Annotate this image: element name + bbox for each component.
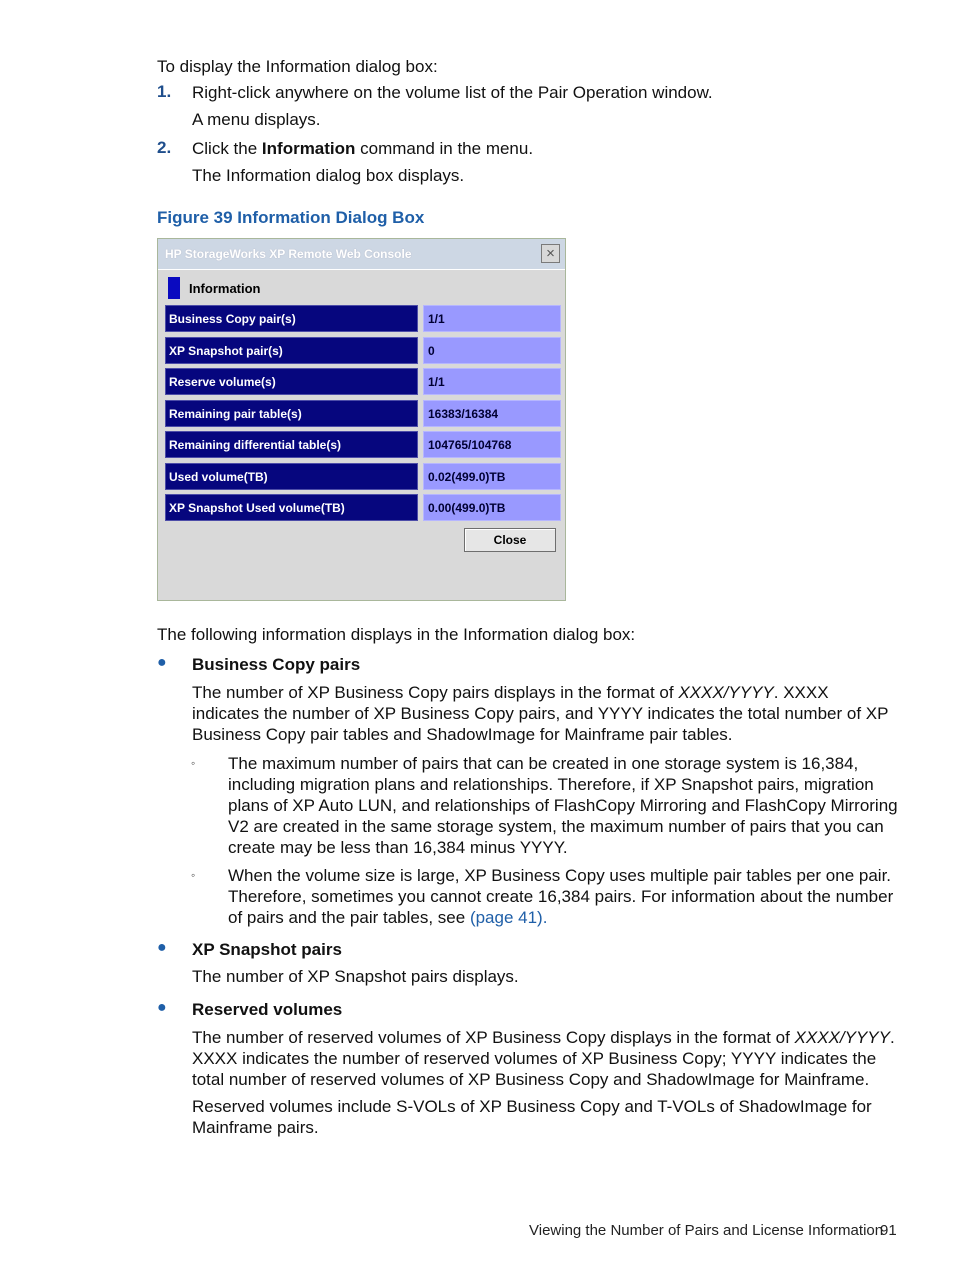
- section-marker: [168, 277, 180, 299]
- bullet-icon: ●: [157, 654, 167, 671]
- row-label: Reserve volume(s): [165, 368, 418, 395]
- step-1-result: A menu displays.: [192, 110, 321, 129]
- row-label: XP Snapshot pair(s): [165, 337, 418, 364]
- res-heading: Reserved volumes: [192, 1000, 343, 1019]
- row-value: 1/1: [423, 305, 561, 332]
- close-button[interactable]: Close: [464, 528, 556, 552]
- snap-heading: XP Snapshot pairs: [192, 940, 342, 959]
- information-dialog: [157, 238, 566, 601]
- sub-bullet-icon: ◦: [191, 868, 196, 882]
- close-icon[interactable]: ×: [541, 244, 560, 263]
- row-value: 0.00(499.0)TB: [423, 494, 561, 521]
- step-2-number: 2.: [157, 138, 172, 157]
- row-label: Remaining differential table(s): [165, 431, 418, 458]
- page-number: 91: [880, 1222, 897, 1239]
- bc-heading: Business Copy pairs: [192, 655, 361, 674]
- step-1-number: 1.: [157, 82, 172, 101]
- page-link[interactable]: (page 41): [469, 908, 543, 927]
- bc-sub2: When the volume size is large, XP Business Copy uses multiple pair tables per one pair. Therefore, sometimes you cannot create 16,384 pairs. For information about the number of pairs and the pair tables, see (page 41).: [228, 866, 894, 927]
- row-label: Business Copy pair(s): [165, 305, 418, 332]
- dialog-title: HP StorageWorks XP Remote Web Console: [165, 247, 412, 261]
- figure-caption: Figure 39 Information Dialog Box: [157, 208, 425, 227]
- res-text: The number of reserved volumes of XP Business Copy displays in the format of XXXX/YYYY. XXXX indicates the number of reserved volumes of XP Business Copy; YYYY indicates the total number of reserved volumes of XP Business Copy and ShadowImage for Mainframe.: [192, 1028, 895, 1089]
- row-value: 0.02(499.0)TB: [423, 463, 561, 490]
- row-value: 0: [423, 337, 561, 364]
- row-value: 16383/16384: [423, 400, 561, 427]
- intro-text: To display the Information dialog box:: [157, 57, 438, 76]
- bc-sub1: The maximum number of pairs that can be created in one storage system is 16,384, including migration plans and relationships. Therefore, if XP Snapshot pairs, migration plans of XP Auto LUN, and relationships of FlashCopy Mirroring and FlashCopy Mirroring V2 are created in the same storage system, the maximum number of pairs that you can create may be less than 16,384 minus YYYY.: [228, 754, 898, 857]
- row-label: Used volume(TB): [165, 463, 418, 490]
- bullet-icon: ●: [157, 939, 167, 956]
- row-value: 1/1: [423, 368, 561, 395]
- bullet-icon: ●: [157, 999, 167, 1016]
- snap-text: The number of XP Snapshot pairs displays.: [192, 967, 519, 986]
- row-label: XP Snapshot Used volume(TB): [165, 494, 418, 521]
- footer-title: Viewing the Number of Pairs and License Information: [529, 1222, 884, 1239]
- step-2-text: Click the Information command in the menu.: [192, 139, 534, 158]
- step-2-result: The Information dialog box displays.: [192, 166, 465, 185]
- row-label: Remaining pair table(s): [165, 400, 418, 427]
- following-text: The following information displays in the Information dialog box:: [157, 625, 636, 644]
- dialog-titlebar[interactable]: [158, 239, 565, 270]
- section-label: Information: [189, 281, 261, 296]
- res-text-2: Reserved volumes include S-VOLs of XP Business Copy and T-VOLs of ShadowImage for Mainframe pairs.: [192, 1097, 872, 1137]
- row-value: 104765/104768: [423, 431, 561, 458]
- sub-bullet-icon: ◦: [191, 756, 196, 770]
- bc-text: The number of XP Business Copy pairs displays in the format of XXXX/YYYY. XXXX indicates the number of XP Business Copy pairs, and YYYY indicates the total number of XP Business Copy pair tables and ShadowImage for Mainframe pair tables.: [192, 683, 889, 744]
- step-1-text: Right-click anywhere on the volume list of the Pair Operation window.: [192, 83, 713, 102]
